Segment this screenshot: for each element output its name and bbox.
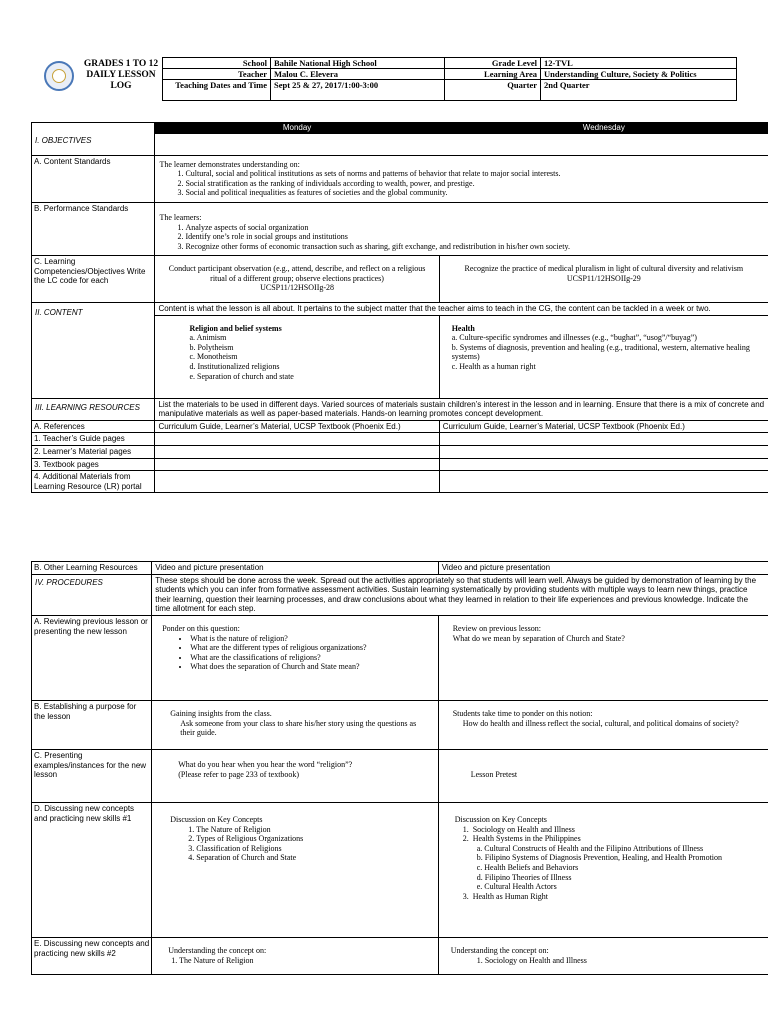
content-standards: [155, 155, 768, 202]
grade-value: 12-TVL: [541, 58, 737, 69]
content-monday-item: e. Separation of church and state: [189, 371, 294, 381]
review-wednesday-intro: Review on previous lesson:: [452, 623, 541, 633]
concepts2-wednesday-item: 1. Sociology on Health and Illness: [476, 955, 587, 965]
concepts1-wednesday-item1: Sociology on Health and Illness: [472, 824, 575, 834]
textbook-wednesday: [439, 458, 768, 471]
content-standards-intro: The learner demonstrates understanding on:: [159, 159, 300, 169]
performance-standards-intro: The learners:: [159, 212, 202, 222]
performance-standards-label: B. Performance Standards: [32, 202, 155, 255]
review-monday-intro: Ponder on this question:: [162, 623, 240, 633]
review-label: A. Reviewing previous lesson or presenting the new lesson: [32, 615, 152, 700]
textbook-label: 3. Textbook pages: [32, 458, 155, 471]
review-wednesday-question: What do we mean by separation of Church and State?: [452, 633, 625, 643]
concepts2-monday-item: 1. The Nature of Religion: [171, 955, 254, 965]
grade-label: Grade Level: [445, 58, 541, 69]
content-standard-item: 2. Social stratification as the ranking of individuals according to wealth, power, and prestige.: [185, 179, 764, 189]
content-standard-item: 1. Cultural, social and political institutions as sets of norms and patterns of behavior that relate to major social interests.: [185, 169, 764, 179]
purpose-label: B. Establishing a purpose for the lesson: [32, 700, 152, 749]
school-label: School: [163, 58, 271, 69]
day-monday: Monday: [155, 123, 439, 134]
examples-monday-note: (Please refer to page 233 of textbook): [178, 769, 300, 779]
content-monday-item: b. Polytheism: [189, 342, 234, 352]
quarter-label: Quarter: [445, 80, 541, 101]
purpose-wednesday-text: How do health and illness reflect the social, cultural, and political domains of society?: [462, 718, 739, 728]
concepts1-monday-item: 4. Separation of Church and State: [196, 853, 433, 863]
content-note: Content is what the lesson is all about. It pertains to the subject matter that the teacher aims to teach in the CG, the content can be tackled in a week or two.: [155, 302, 768, 315]
review-monday-question: • What are the different types of religious organizations?: [190, 643, 433, 653]
competencies-label: C. Learning Competencies/Objectives Write the LC code for each: [32, 255, 155, 302]
concepts1-wednesday-item3: Health as Human Right: [472, 891, 549, 901]
procedures-heading: IV. PROCEDURES: [32, 574, 152, 615]
concepts1-wednesday-subitem: a. Cultural Constructs of Health and the Filipino Attributions of Illness: [476, 843, 704, 853]
concepts2-monday: [152, 937, 438, 974]
concepts1-monday-item: 1. The Nature of Religion: [196, 825, 433, 835]
teacher-value: Malou C. Elevera: [271, 69, 445, 80]
learners-material-label: 2. Learner’s Material pages: [32, 445, 155, 458]
concepts1-wednesday: [438, 802, 768, 937]
resources-note: List the materials to be used in different days. Varied sources of materials sustain children’s interest in the lesson and in learning. Ensure that there is a mix of concrete and manipulative materials as well as paper-based materials. Hands-on learning promotes concept development.: [155, 398, 768, 420]
lr-portal-monday: [155, 471, 439, 493]
textbook-monday: [155, 458, 439, 471]
concepts2-wednesday: [438, 937, 768, 974]
concepts1-wednesday-item: 2. Health Systems in the Philippines: [462, 834, 581, 844]
learners-material-monday: [155, 445, 439, 458]
content-heading: II. CONTENT: [32, 302, 155, 398]
deped-logo: [37, 59, 73, 95]
concepts1-label: D. Discussing new concepts and practicing new skills #1: [32, 802, 152, 937]
concepts2-wednesday-intro: Understanding the concept on:: [450, 945, 549, 955]
content-monday: [155, 315, 439, 398]
quarter-value: 2nd Quarter: [541, 80, 737, 101]
other-resources-label: B. Other Learning Resources: [32, 562, 152, 575]
concepts1-monday-item: 3. Classification of Religions: [196, 844, 433, 854]
dates-label: Teaching Dates and Time: [163, 80, 271, 101]
lr-portal-label: 4. Additional Materials from Learning Resource (LR) portal: [32, 471, 155, 493]
purpose-wednesday: [438, 700, 768, 749]
objectives-heading: I. OBJECTIVES: [32, 123, 155, 156]
lesson-table-part2: [31, 561, 768, 975]
review-monday: [152, 615, 438, 700]
competency-monday-text: Conduct participant observation (e.g., attend, describe, and reflect on a religious ritual of a different group; observe elections practices): [168, 263, 426, 283]
performance-standard-item: 3. Recognize other forms of economic transaction such as sharing, gift exchange, and redistribution in his/her own society.: [185, 242, 764, 252]
content-wednesday-item: a. Culture-specific syndromes and illnesses (e.g., “bughat”, “usog”/“buyag”): [451, 333, 697, 343]
content-monday-item: c. Monotheism: [189, 352, 238, 362]
review-wednesday: [438, 615, 768, 700]
learners-material-wednesday: [439, 445, 768, 458]
references-label: A. References: [32, 420, 155, 433]
concepts1-wednesday-intro: Discussion on Key Concepts: [454, 814, 547, 824]
concepts1-monday-intro: Discussion on Key Concepts: [170, 814, 263, 824]
form-title: [78, 59, 164, 92]
grades-label: GRADES 1 TO 12: [83, 59, 159, 69]
content-standards-label: A. Content Standards: [32, 155, 155, 202]
performance-standard-item: 2. Identify one’s role in social groups and institutions: [185, 232, 764, 242]
review-monday-question: • What does the separation of Church and State mean?: [190, 662, 433, 672]
content-standard-item: 3. Social and political inequalities as features of societies and the global community.: [185, 188, 764, 198]
lesson-table-part1: [31, 122, 768, 493]
examples-wednesday: Lesson Pretest: [438, 749, 768, 802]
day-wednesday: Wednesday: [439, 123, 768, 134]
competency-monday-code: UCSP11/12HSOIIg-28: [260, 283, 335, 293]
content-monday-title: Religion and belief systems: [189, 323, 282, 333]
procedures-note: These steps should be done across the week. Spread out the activities appropriately so that students will learn well. Always be guided by demonstration of learning by the students which you can infer from formative assessment activities. Sustain learning systematically by providing students with multiple ways to learn new things, practice their learning, question their learning processes, and draw conclusions about what they learned in relation to their life experiences and previous knowledge. Indicate the time allotment for each step.: [152, 574, 768, 615]
concepts1-wednesday-subitem: c. Health Beliefs and Behaviors: [476, 862, 579, 872]
school-value: Bahile National High School: [271, 58, 445, 69]
content-monday-item: a. Animism: [189, 333, 227, 343]
references-wednesday: Curriculum Guide, Learner’s Material, UCSP Textbook (Phoenix Ed.): [439, 420, 768, 433]
header-table: [162, 57, 737, 101]
dates-value: Sept 25 & 27, 2017/1:00-3:00: [271, 80, 445, 101]
lr-portal-wednesday: [439, 471, 768, 493]
concepts1-wednesday-subitem: d. Filipino Theories of Illness: [476, 872, 572, 882]
teacher-label: Teacher: [163, 69, 271, 80]
concepts1-wednesday-subitem: b. Filipino Systems of Diagnosis Prevention, Healing, and Health Promotion: [476, 853, 723, 863]
log-title: DAILY LESSON LOG: [86, 70, 156, 91]
review-monday-question: • What are the classifications of religions?: [190, 653, 433, 663]
competency-monday: [155, 255, 439, 302]
performance-standard-item: 1. Analyze aspects of social organization: [185, 223, 764, 233]
examples-monday-question: What do you hear when you hear the word “religion”?: [178, 759, 353, 769]
content-wednesday-title: Health: [451, 323, 475, 333]
concepts1-monday: [152, 802, 438, 937]
content-wednesday-item: c. Health as a human right: [451, 361, 536, 371]
references-monday: Curriculum Guide, Learner’s Material, UCSP Textbook (Phoenix Ed.): [155, 420, 439, 433]
concepts2-monday-intro: Understanding the concept on:: [168, 945, 267, 955]
concepts1-wednesday-subitem: e. Cultural Health Actors: [476, 882, 557, 892]
competency-wednesday-text: Recognize the practice of medical pluralism in light of cultural diversity and relativism: [464, 263, 744, 273]
concepts1-wednesday-item2: Health Systems in the Philippines: [472, 834, 581, 844]
area-label: Learning Area: [445, 69, 541, 80]
purpose-monday-intro: Gaining insights from the class.: [170, 708, 272, 718]
content-wednesday: [439, 315, 768, 398]
concepts1-wednesday-item: 1. Sociology on Health and Illness: [462, 824, 575, 834]
area-value: Understanding Culture, Society & Politics: [541, 69, 737, 80]
teachers-guide-monday: [155, 433, 439, 446]
review-monday-question: • What is the nature of religion?: [190, 634, 433, 644]
objectives-blank: [155, 133, 768, 155]
concepts1-monday-item: 2. Types of Religious Organizations: [196, 834, 433, 844]
content-wednesday-item: b. Systems of diagnosis, prevention and healing (e.g., traditional, western, alternative healing systems): [451, 342, 750, 362]
performance-standards: [155, 202, 768, 255]
teachers-guide-wednesday: [439, 433, 768, 446]
examples-label: C. Presenting examples/instances for the new lesson: [32, 749, 152, 802]
teachers-guide-label: 1. Teacher’s Guide pages: [32, 433, 155, 446]
purpose-monday-text: Ask someone from your class to share his/her story using the questions as their guide.: [180, 718, 417, 738]
concepts1-wednesday-item: 3. Health as Human Right: [462, 891, 549, 901]
purpose-monday: [152, 700, 438, 749]
other-resources-monday: Video and picture presentation: [152, 562, 438, 575]
other-resources-wednesday: Video and picture presentation: [438, 562, 768, 575]
competency-wednesday: [439, 255, 768, 302]
concepts2-label: E. Discussing new concepts and practicing new skills #2: [32, 937, 152, 974]
content-monday-item: d. Institutionalized religions: [189, 361, 280, 371]
resources-heading: III. LEARNING RESOURCES: [32, 398, 155, 420]
examples-monday: [152, 749, 438, 802]
purpose-wednesday-intro: Students take time to ponder on this notion:: [452, 708, 593, 718]
competency-wednesday-code: UCSP11/12HSOIIg-29: [566, 273, 641, 283]
